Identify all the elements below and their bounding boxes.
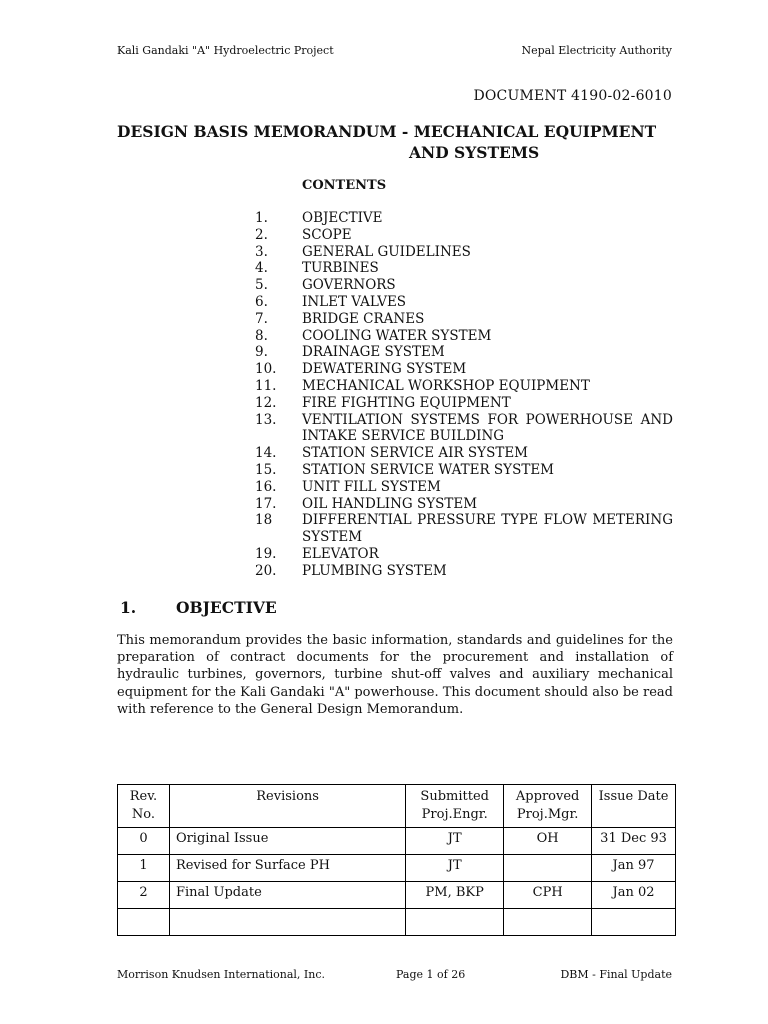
toc-item bbox=[255, 496, 673, 513]
footer-company: Morrison Knudsen International, Inc. bbox=[117, 968, 325, 981]
toc-item bbox=[255, 445, 673, 462]
toc-item-label: PLUMBING SYSTEM bbox=[302, 562, 447, 579]
toc-item-number: 20. bbox=[255, 562, 277, 579]
toc-item-number: 2. bbox=[255, 226, 268, 243]
cell-rev-no: 2 bbox=[118, 882, 170, 909]
table-row bbox=[118, 909, 676, 936]
cell-revision: Revised for Surface PH bbox=[169, 855, 405, 882]
toc-item bbox=[255, 378, 673, 395]
cell-revision bbox=[169, 909, 405, 936]
toc-item-label: VENTILATION SYSTEMS FOR POWERHOUSE AND INTAKE SERVICE BUILDING bbox=[302, 411, 673, 445]
toc-item-label: OBJECTIVE bbox=[302, 210, 383, 226]
cell-approved bbox=[504, 855, 592, 882]
toc-item bbox=[255, 479, 673, 496]
toc-item-label: FIRE FIGHTING EQUIPMENT bbox=[302, 394, 511, 411]
toc-item-number: 17. bbox=[255, 495, 277, 512]
header-rev-no: Rev. No. bbox=[118, 785, 170, 828]
toc-item-number: 4. bbox=[255, 260, 268, 277]
cell-approved bbox=[504, 909, 592, 936]
toc-item-label: ELEVATOR bbox=[302, 545, 379, 562]
toc-item-number: 14. bbox=[255, 445, 277, 462]
toc-item-number: 15. bbox=[255, 461, 277, 478]
revision-table bbox=[117, 784, 676, 936]
table-of-contents bbox=[255, 210, 673, 580]
toc-item bbox=[255, 344, 673, 361]
toc-item-number: 7. bbox=[255, 310, 268, 327]
toc-item bbox=[255, 210, 673, 227]
toc-item-label: OIL HANDLING SYSTEM bbox=[302, 495, 478, 512]
toc-item-number: 10. bbox=[255, 361, 277, 378]
cell-submitted: PM, BKP bbox=[406, 882, 504, 909]
cell-submitted: JT bbox=[406, 855, 504, 882]
toc-item-number: 11. bbox=[255, 377, 277, 394]
toc-item bbox=[255, 227, 673, 244]
header-issue-date: Issue Date bbox=[592, 785, 676, 828]
cell-approved: CPH bbox=[504, 882, 592, 909]
toc-item bbox=[255, 277, 673, 294]
toc-item-number: 18 bbox=[255, 512, 273, 529]
section-heading bbox=[120, 598, 277, 617]
cell-revision: Final Update bbox=[169, 882, 405, 909]
cell-rev-no bbox=[118, 909, 170, 936]
toc-item bbox=[255, 361, 673, 378]
header-revisions: Revisions bbox=[169, 785, 405, 828]
document-number: DOCUMENT 4190-02-6010 bbox=[473, 88, 672, 104]
toc-item-label: COOLING WATER SYSTEM bbox=[302, 327, 492, 344]
revision-table-header-row bbox=[118, 785, 676, 828]
toc-item-label: DEWATERING SYSTEM bbox=[302, 361, 467, 378]
header-submitted: Submitted Proj.Engr. bbox=[406, 785, 504, 828]
cell-submitted: JT bbox=[406, 828, 504, 855]
header-organization: Nepal Electricity Authority bbox=[521, 44, 672, 57]
toc-item-number: 1. bbox=[255, 210, 268, 226]
toc-item-label: DIFFERENTIAL PRESSURE TYPE FLOW METERING SYSTEM bbox=[302, 512, 673, 546]
cell-rev-no: 0 bbox=[118, 828, 170, 855]
toc-item-number: 16. bbox=[255, 478, 277, 495]
toc-item-number: 3. bbox=[255, 243, 268, 260]
section-number: 1. bbox=[120, 598, 137, 617]
toc-item bbox=[255, 412, 673, 446]
toc-item bbox=[255, 294, 673, 311]
toc-item-label: GOVERNORS bbox=[302, 277, 396, 294]
footer-page-number: Page 1 of 26 bbox=[396, 968, 466, 981]
table-row bbox=[118, 882, 676, 909]
toc-item-label: TURBINES bbox=[302, 260, 379, 277]
objective-paragraph: This memorandum provides the basic information, standards and guidelines for the preparation of contract documents for the procurement and installation of hydraulic turbines, governors, turbine shut-off valves and auxiliary mechanical equipment for the Kali Gandaki "A" powerhouse. This document should also be read with reference to the General Design Memorandum. bbox=[117, 633, 673, 717]
toc-item-label: SCOPE bbox=[302, 226, 352, 243]
toc-item bbox=[255, 395, 673, 412]
header-approved: Approved Proj.Mgr. bbox=[504, 785, 592, 828]
toc-item-label: DRAINAGE SYSTEM bbox=[302, 344, 445, 361]
title-line-1: DESIGN BASIS MEMORANDUM - MECHANICAL EQUIPMENT bbox=[117, 122, 657, 141]
cell-submitted bbox=[406, 909, 504, 936]
toc-item-number: 5. bbox=[255, 277, 268, 294]
toc-item bbox=[255, 260, 673, 277]
toc-item-number: 12. bbox=[255, 394, 277, 411]
toc-item bbox=[255, 311, 673, 328]
toc-item bbox=[255, 328, 673, 345]
toc-item bbox=[255, 546, 673, 563]
section-title: OBJECTIVE bbox=[176, 598, 277, 617]
toc-item-number: 19. bbox=[255, 545, 277, 562]
toc-item bbox=[255, 512, 673, 546]
toc-item-label: BRIDGE CRANES bbox=[302, 310, 425, 327]
toc-item-number: 8. bbox=[255, 327, 268, 344]
toc-item-label: STATION SERVICE WATER SYSTEM bbox=[302, 461, 554, 478]
toc-item-label: UNIT FILL SYSTEM bbox=[302, 478, 441, 495]
cell-issue-date bbox=[592, 909, 676, 936]
footer-document-status: DBM - Final Update bbox=[560, 968, 672, 981]
cell-rev-no: 1 bbox=[118, 855, 170, 882]
toc-item-label: GENERAL GUIDELINES bbox=[302, 243, 471, 260]
title-line-2: AND SYSTEMS bbox=[409, 143, 540, 162]
cell-issue-date: Jan 02 bbox=[592, 882, 676, 909]
toc-item-label: MECHANICAL WORKSHOP EQUIPMENT bbox=[302, 377, 590, 394]
contents-heading: CONTENTS bbox=[302, 178, 387, 193]
toc-item-number: 13. bbox=[255, 411, 277, 428]
document-title bbox=[117, 121, 672, 163]
toc-item-label: INLET VALVES bbox=[302, 293, 407, 310]
cell-issue-date: Jan 97 bbox=[592, 855, 676, 882]
toc-item-number: 6. bbox=[255, 293, 268, 310]
toc-item bbox=[255, 244, 673, 261]
cell-revision: Original Issue bbox=[169, 828, 405, 855]
toc-item-label: STATION SERVICE AIR SYSTEM bbox=[302, 445, 529, 462]
toc-item bbox=[255, 563, 673, 580]
toc-item bbox=[255, 462, 673, 479]
table-row bbox=[118, 855, 676, 882]
header-project-name: Kali Gandaki "A" Hydroelectric Project bbox=[117, 44, 334, 57]
cell-approved: OH bbox=[504, 828, 592, 855]
table-row bbox=[118, 828, 676, 855]
toc-item-number: 9. bbox=[255, 344, 268, 361]
cell-issue-date: 31 Dec 93 bbox=[592, 828, 676, 855]
